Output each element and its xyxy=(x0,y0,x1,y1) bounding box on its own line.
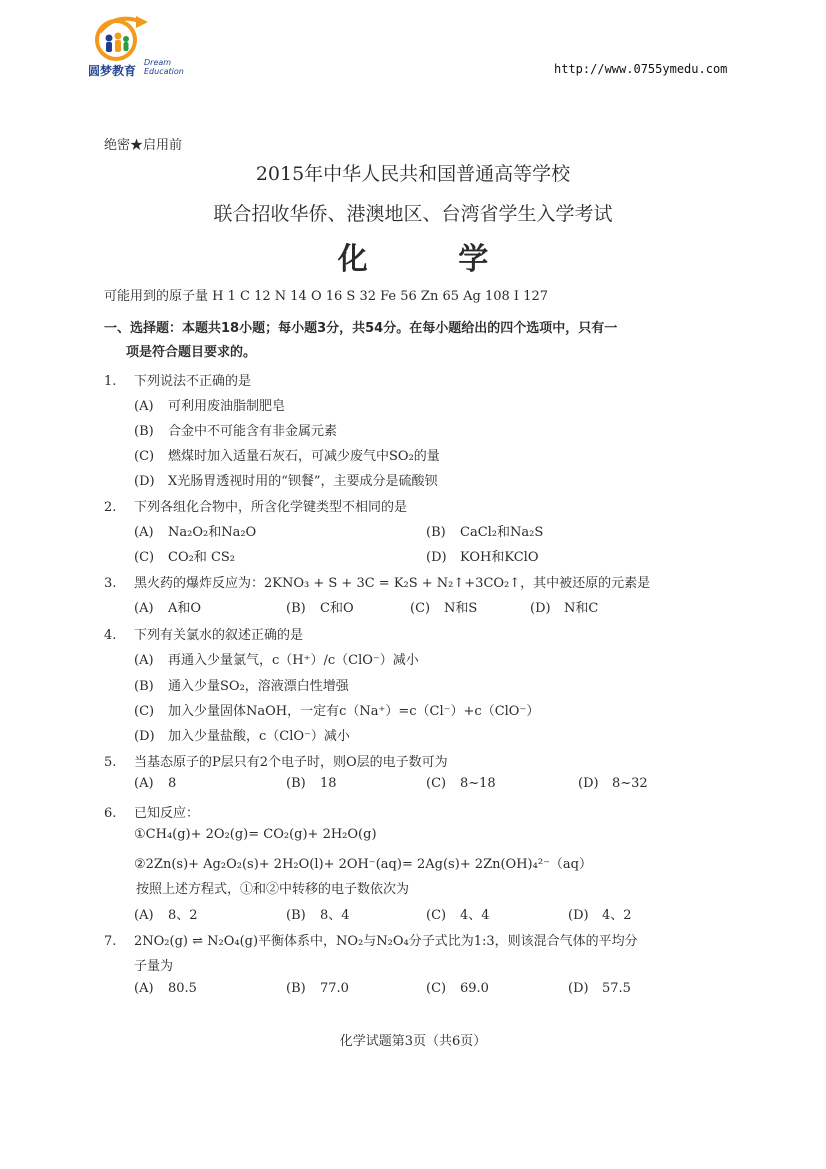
option-label: (C) xyxy=(134,550,155,565)
option-c xyxy=(426,904,490,923)
option-label: (A) xyxy=(134,776,154,791)
page-header xyxy=(0,0,826,90)
question-number: 6. xyxy=(104,806,117,821)
option-label: (D) xyxy=(568,981,589,996)
option-text: 8~18 xyxy=(460,776,496,791)
option-a xyxy=(134,981,197,996)
subject-title: 化 学 xyxy=(337,242,529,277)
option-label: (D) xyxy=(530,601,551,616)
option-text: 通入少量SO₂，溶液漂白性增强 xyxy=(168,679,349,694)
question-text: 下列说法不正确的是 xyxy=(134,374,252,389)
question-text: 下列有关氯水的叙述正确的是 xyxy=(134,628,304,643)
option-label: (B) xyxy=(134,679,154,694)
exam-title-line1: 2015年中华人民共和国普通高等学校 xyxy=(255,163,571,185)
option-text: KOH和KClO xyxy=(460,550,539,565)
header-url-link[interactable]: http://www.0755ymedu.com xyxy=(554,62,728,76)
question-number: 7. xyxy=(104,934,117,949)
option-text: CO₂和 CS₂ xyxy=(168,550,236,565)
equation-1: ①CH₄(g)+ 2O₂(g)= CO₂(g)+ 2H₂O(g) xyxy=(134,827,377,842)
option-label: (C) xyxy=(134,449,155,464)
option-text: CaCl₂和Na₂S xyxy=(460,525,544,540)
option-d xyxy=(134,725,350,744)
option-text: 57.5 xyxy=(602,981,631,996)
option-a xyxy=(134,649,419,668)
option-text: 18 xyxy=(320,776,337,791)
option-label: (B) xyxy=(286,601,306,616)
logo-text-en: Dream Education xyxy=(144,58,184,76)
option-b xyxy=(286,597,354,616)
question-text: 下列各组化合物中，所含化学键类型不相同的是 xyxy=(134,500,408,515)
option-a xyxy=(134,597,201,616)
option-label: (B) xyxy=(286,908,306,923)
option-text: 加入少量盐酸，c（ClO⁻）减小 xyxy=(168,729,350,744)
option-label: (C) xyxy=(410,601,431,616)
option-a xyxy=(134,521,256,540)
option-label: (C) xyxy=(134,704,155,719)
question-number: 1. xyxy=(104,374,117,389)
option-label: (C) xyxy=(426,908,447,923)
question-text: 黑火药的爆炸反应为：2KNO₃ + S + 3C = K₂S + N₂↑+3CO₂↑，其中被还原的元素是 xyxy=(134,576,651,591)
option-d xyxy=(578,776,648,791)
option-label: (B) xyxy=(286,981,306,996)
option-text: 4、2 xyxy=(602,908,632,923)
option-label: (B) xyxy=(134,424,154,439)
question-stem xyxy=(104,751,448,770)
option-text: 加入少量固体NaOH，一定有c（Na⁺）=c（Cl⁻）+c（ClO⁻） xyxy=(168,704,540,719)
question-stem xyxy=(104,802,199,821)
exam-title-line2: 联合招收华侨、港澳地区、台湾省学生入学考试 xyxy=(213,203,613,225)
option-a xyxy=(134,395,285,414)
option-text: 80.5 xyxy=(168,981,197,996)
option-c xyxy=(134,445,440,464)
option-label: (C) xyxy=(426,981,447,996)
option-text: A和O xyxy=(168,601,202,616)
section-heading-line2: 项是符合题目要求的。 xyxy=(126,345,257,360)
option-c xyxy=(410,597,477,616)
option-label: (A) xyxy=(134,908,154,923)
option-text: 再通入少量氯气，c（H⁺）/c（ClO⁻）减小 xyxy=(168,653,419,668)
question-ask: 按照上述方程式，①和②中转移的电子数依次为 xyxy=(136,882,410,897)
secret-label: 绝密★启用前 xyxy=(104,138,183,153)
option-text: C和O xyxy=(320,601,354,616)
option-text: 4、4 xyxy=(460,908,490,923)
option-c xyxy=(134,700,539,719)
option-d xyxy=(426,546,538,565)
option-label: (A) xyxy=(134,525,154,540)
question-text-continued: 子量为 xyxy=(134,959,174,974)
question-text: 当基态原子的P层只有2个电子时，则O层的电子数可为 xyxy=(134,755,448,770)
option-text: N和C xyxy=(564,601,599,616)
option-a xyxy=(134,904,198,923)
option-label: (D) xyxy=(134,474,155,489)
option-b xyxy=(426,521,543,540)
option-label: (B) xyxy=(286,776,306,791)
option-d xyxy=(530,597,598,616)
option-label: (D) xyxy=(134,729,155,744)
option-label: (A) xyxy=(134,653,154,668)
option-text: N和S xyxy=(444,601,478,616)
option-text: 8、4 xyxy=(320,908,350,923)
option-text: 燃煤时加入适量石灰石，可减少废气中SO₂的量 xyxy=(168,449,440,464)
question-number: 2. xyxy=(104,500,117,515)
question-text: 2NO₂(g) ⇌ N₂O₄(g)平衡体系中，NO₂与N₂O₄分子式比为1:3，则该混合气体的平均分 xyxy=(134,934,638,949)
option-d xyxy=(134,470,438,489)
option-b xyxy=(134,675,349,694)
logo-text-zh: 圆梦教育 xyxy=(88,64,137,78)
option-b xyxy=(134,420,337,439)
option-label: (D) xyxy=(426,550,447,565)
option-text: Na₂O₂和Na₂O xyxy=(168,525,257,540)
option-a xyxy=(134,776,176,791)
option-label: (C) xyxy=(426,776,447,791)
equation-2: ②2Zn(s)+ Ag₂O₂(s)+ 2H₂O(l)+ 2OH⁻(aq)= 2Ag(s)+ 2Zn(OH)₄²⁻（aq） xyxy=(134,857,592,872)
option-c xyxy=(134,546,235,565)
option-text: 8~32 xyxy=(612,776,648,791)
option-label: (A) xyxy=(134,399,154,414)
option-text: 合金中不可能含有非金属元素 xyxy=(168,424,338,439)
option-b xyxy=(286,981,349,996)
question-number: 5. xyxy=(104,755,117,770)
page-footer: 化学试题第3页（共6页） xyxy=(339,1034,487,1049)
option-label: (D) xyxy=(578,776,599,791)
option-text: 可利用废油脂制肥皂 xyxy=(168,399,286,414)
question-number: 4. xyxy=(104,628,117,643)
option-d xyxy=(568,904,632,923)
section-heading-line1: 一、选择题：本题共18小题；每小题3分，共54分。在每小题给出的四个选项中，只有一 xyxy=(104,321,618,336)
option-text: 77.0 xyxy=(320,981,349,996)
section-heading xyxy=(104,317,617,365)
option-text: 8 xyxy=(168,776,177,791)
option-label: (A) xyxy=(134,981,154,996)
option-label: (A) xyxy=(134,601,154,616)
question-text: 已知反应： xyxy=(134,806,200,821)
question-stem xyxy=(104,496,407,515)
option-c xyxy=(426,776,496,791)
option-text: 69.0 xyxy=(460,981,489,996)
question-stem xyxy=(104,930,638,949)
question-number: 3. xyxy=(104,576,117,591)
option-b xyxy=(286,776,337,791)
question-stem xyxy=(104,572,650,591)
option-label: (B) xyxy=(426,525,446,540)
option-label: (D) xyxy=(568,908,589,923)
option-text: 8、2 xyxy=(168,908,198,923)
question-stem xyxy=(104,370,251,389)
option-b xyxy=(286,904,350,923)
option-d xyxy=(568,981,631,996)
question-stem xyxy=(104,624,303,643)
atomic-masses-line: 可能用到的原子量 H 1 C 12 N 14 O 16 S 32 Fe 56 Zn 65 Ag 108 I 127 xyxy=(104,289,549,304)
option-text: X光肠胃透视时用的“钡餐”，主要成分是硫酸钡 xyxy=(168,474,438,489)
option-c xyxy=(426,981,489,996)
